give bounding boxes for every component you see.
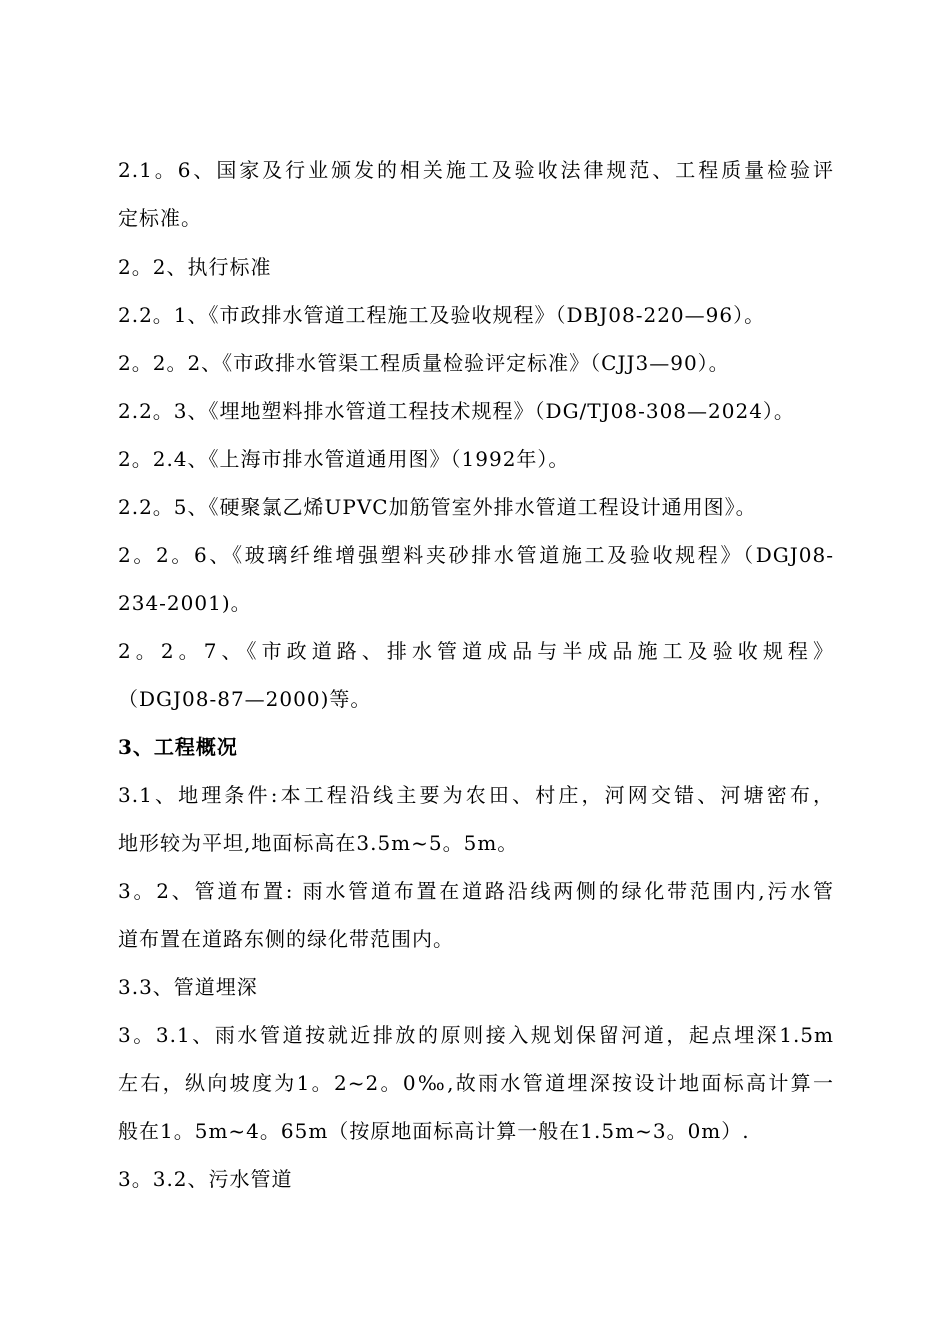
paragraph-line: 地形较为平坦,地面标高在3.5m~5。5m。 xyxy=(118,831,519,855)
list-item: 2。2。2、《市政排水管渠工程质量检验评定标准》（CJJ3—90）。 xyxy=(118,351,730,375)
paragraph-line: 般在1。5m~4。65m（按原地面标高计算一般在1.5m~3。0m）. xyxy=(118,1119,750,1143)
list-item: 2.2。3、《埋地塑料排水管道工程技术规程》（DG/TJ08-308—2024）。 xyxy=(118,399,795,423)
list-item-continuation: （DGJ08-87—2000)等。 xyxy=(118,687,372,711)
paragraph-line: 左右，纵向坡度为1。2~2。0‰,故雨水管道埋深按设计地面标高计算一 xyxy=(118,1071,834,1095)
list-item: 2.2。5、《硬聚氯乙烯UPVC加筋管室外排水管道工程设计通用图》。 xyxy=(118,495,757,519)
list-item: 2.2。1、《市政排水管道工程施工及验收规程》（DBJ08-220—96）。 xyxy=(118,303,766,327)
paragraph-line: 3。3.1、雨水管道按就近排放的原则接入规划保留河道，起点埋深1.5m xyxy=(118,1023,834,1047)
list-item-continuation: 234-2001)。 xyxy=(118,591,252,615)
list-item: 2。2.4、《上海市排水管道通用图》（1992年）。 xyxy=(118,447,570,471)
paragraph-line: 定标准。 xyxy=(118,206,202,230)
paragraph-line: 3.1、地理条件:本工程沿线主要为农田、村庄，河网交错、河塘密布， xyxy=(118,783,834,807)
list-item: 2。2。6、《玻璃纤维增强塑料夹砂排水管道施工及验收规程》（DGJ08- xyxy=(118,543,834,567)
section-heading: 3。3.2、污水管道 xyxy=(118,1167,293,1191)
section-heading: 3.3、管道埋深 xyxy=(118,975,258,999)
paragraph-line: 2.1。6、国家及行业颁发的相关施工及验收法律规范、工程质量检验评 xyxy=(118,158,834,182)
paragraph-line: 道布置在道路东侧的绿化带范围内。 xyxy=(118,927,454,951)
list-item: 2。2。7、《市政道路、排水管道成品与半成品施工及验收规程》 xyxy=(118,639,834,663)
paragraph-line: 3。2、管道布置: 雨水管道布置在道路沿线两侧的绿化带范围内,污水管 xyxy=(118,879,834,903)
chapter-heading: 3、工程概况 xyxy=(118,735,238,759)
section-heading: 2。2、执行标准 xyxy=(118,255,272,279)
